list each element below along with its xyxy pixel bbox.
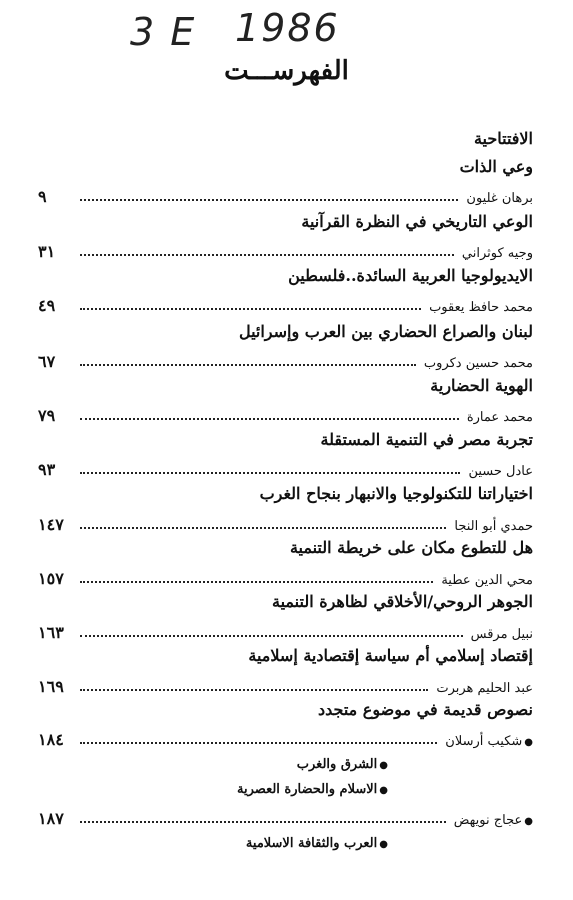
toc-entry-row <box>38 806 533 828</box>
leader-dots <box>80 741 437 744</box>
toc-entry-title: اختياراتنا للتكنولوجيا والانبهار بنجاح الغرب <box>259 484 533 503</box>
toc-entry-title: الهوية الحضارية <box>430 376 533 395</box>
toc-page-number: ٩ <box>38 187 47 206</box>
toc-entry-row <box>38 457 533 479</box>
toc-entry-title: الايديولوجيا العربية السائدة..فلسطين <box>288 266 533 285</box>
leader-dots <box>80 580 433 583</box>
toc-subitem: ●الاسلام والحضارة العصرية <box>237 782 388 797</box>
toc-page-number: ١٨٧ <box>38 809 64 828</box>
toc-entry-row <box>38 184 533 206</box>
toc-entry-row <box>38 566 533 588</box>
toc-author: وجيه كوثراني <box>461 246 533 261</box>
annotation-year: 1986 <box>235 6 340 50</box>
toc-page-number: ١٦٣ <box>38 623 64 642</box>
toc-subitem: ●العرب والثقافة الاسلامية <box>245 836 388 851</box>
toc-entry-row <box>38 727 533 749</box>
toc-author: محمد حافظ يعقوب <box>429 300 533 315</box>
toc-author: عادل حسين <box>468 464 533 479</box>
toc-entry-title: الجوهر الروحي/الأخلاقي لظاهرة التنمية <box>272 592 533 611</box>
toc-author: ●عجاج نويهض <box>453 813 533 828</box>
toc-subitem: ●الشرق والغرب <box>296 757 388 772</box>
toc-author: محمد حسين دكروب <box>423 356 533 371</box>
leader-dots <box>80 526 446 529</box>
leader-dots <box>80 198 458 201</box>
toc-entry-row <box>38 349 533 371</box>
toc-entry-row <box>38 239 533 261</box>
toc-author: عبد الحليم هربرت <box>436 681 533 696</box>
leader-dots <box>80 417 459 420</box>
toc-entry-title: الوعي التاريخي في النظرة القرآنية <box>301 212 533 231</box>
toc-author: محمد عمارة <box>466 410 533 425</box>
toc-author: ●شكيب أرسلان <box>445 734 533 749</box>
toc-author: محي الدين عطية <box>441 573 533 588</box>
toc-page-number: ٣١ <box>38 242 56 261</box>
bullet-icon: ● <box>379 839 388 850</box>
toc-page-number: ١٥٧ <box>38 569 64 588</box>
toc-entry-title: وعي الذات <box>459 157 533 176</box>
leader-dots <box>80 253 454 256</box>
toc-page-number: ١٦٩ <box>38 677 64 696</box>
toc-page-number: ١٨٤ <box>38 730 64 749</box>
toc-page-number: ٧٩ <box>38 406 56 425</box>
leader-dots <box>80 363 416 366</box>
page-title: الفهرســـت <box>224 56 349 86</box>
leader-dots <box>80 471 460 474</box>
toc-entry-row <box>38 674 533 696</box>
toc-intro: الافتتاحية <box>473 129 533 148</box>
leader-dots <box>80 307 421 310</box>
toc-entry-title: تجربة مصر في التنمية المستقلة <box>320 430 533 449</box>
toc-page-number: ١٤٧ <box>38 515 64 534</box>
bullet-icon: ● <box>524 816 533 827</box>
bullet-icon: ● <box>524 737 533 748</box>
toc-page-number: ٤٩ <box>38 296 56 315</box>
leader-dots <box>80 688 428 691</box>
toc-author: برهان غليون <box>466 191 533 206</box>
toc-entry-row <box>38 620 533 642</box>
toc-section-title: نصوص قديمة في موضوع متجدد <box>317 700 533 719</box>
toc-author: نبيل مرقس <box>470 627 533 642</box>
toc-author: حمدي أبو النجا <box>454 519 533 534</box>
toc-entry-row <box>38 512 533 534</box>
toc-page-number: ٩٣ <box>38 460 56 479</box>
toc-entry-title: إقتصاد إسلامي أم سياسة إقتصادية إسلامية <box>248 646 533 665</box>
annotation-code: 3 E <box>130 10 197 54</box>
toc-entry-row <box>38 403 533 425</box>
bullet-icon: ● <box>379 785 388 796</box>
bullet-icon: ● <box>379 760 388 771</box>
toc-entry-row <box>38 293 533 315</box>
toc-page-number: ٦٧ <box>38 352 56 371</box>
leader-dots <box>80 634 463 637</box>
toc-entry-title: لبنان والصراع الحضاري بين العرب وإسرائيل <box>238 322 533 341</box>
toc-entry-title: هل للتطوع مكان على خريطة التنمية <box>289 538 533 557</box>
leader-dots <box>80 820 446 823</box>
